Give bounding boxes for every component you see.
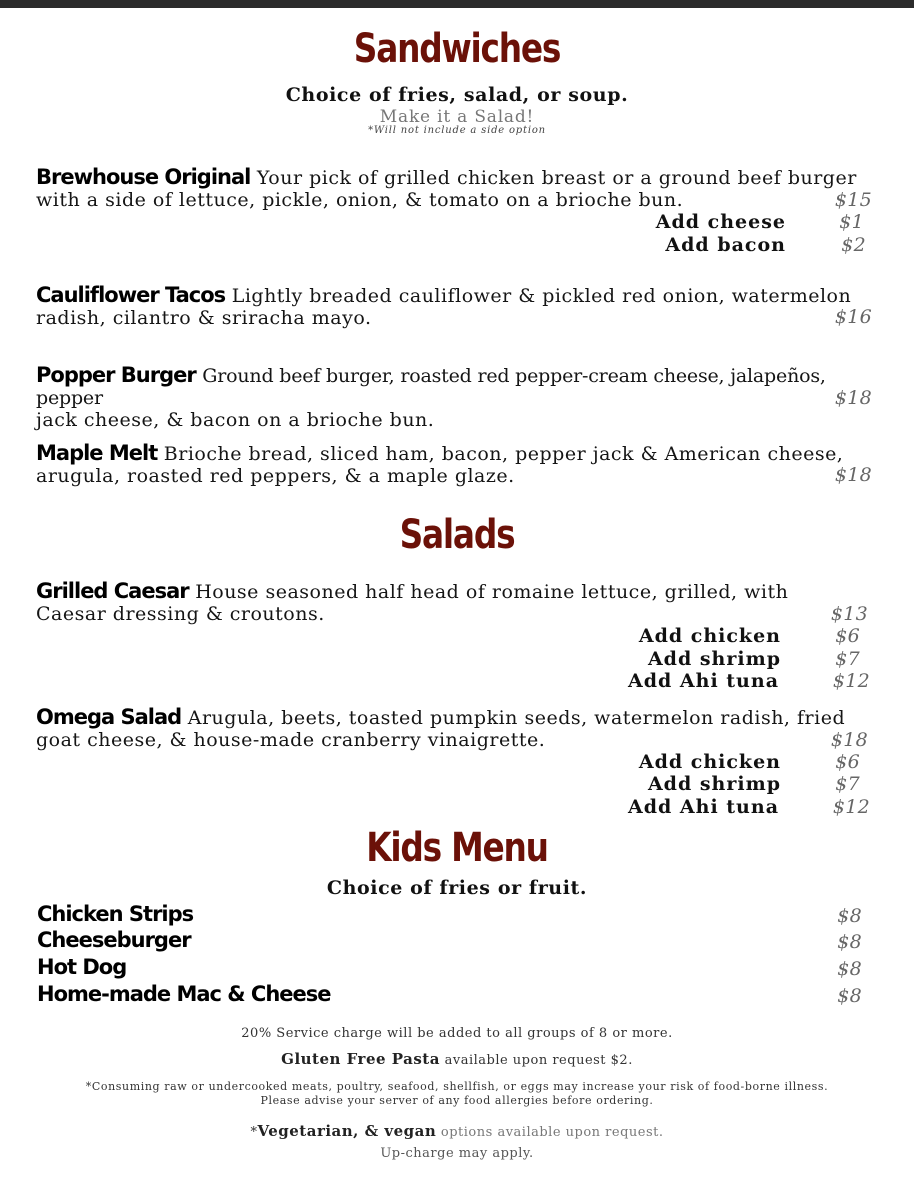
item-price: $18 <box>830 729 868 751</box>
kids-item-price: $8 <box>837 905 862 927</box>
addon-label: Add bacon <box>665 234 786 256</box>
gluten-free-label: Gluten Free Pasta <box>281 1050 440 1068</box>
upcharge-note: Up-charge may apply. <box>380 1146 534 1161</box>
item-price: $13 <box>830 603 868 625</box>
item-price: $18 <box>834 464 872 486</box>
service-charge-note: 20% Service charge will be added to all groups of 8 or more. <box>241 1026 673 1041</box>
sandwiches-title: Sandwiches <box>353 26 561 72</box>
addon-price: $7 <box>835 773 860 795</box>
item-description-line1: Arugula, beets, toasted pumpkin seeds, watermelon radish, fried <box>187 707 846 729</box>
kids-item-name: Cheeseburger <box>37 928 191 952</box>
kids-item-name: Home-made Mac & Cheese <box>37 982 331 1006</box>
kids-menu-title: Kids Menu <box>366 825 548 871</box>
salads-title: Salads <box>399 512 515 558</box>
kids-item-price: $8 <box>837 985 862 1007</box>
item-name: Cauliflower Tacos <box>36 283 226 307</box>
addon-price: $2 <box>841 234 866 256</box>
gluten-free-note <box>0 1050 914 1068</box>
menu-item-grilled-caesar <box>36 580 870 625</box>
vegetarian-note <box>0 1122 914 1140</box>
menu-item-popper-burger <box>36 364 870 431</box>
item-name: Popper Burger <box>36 363 196 387</box>
item-description-line2: Caesar dressing & croutons. <box>36 603 325 625</box>
item-name: Brewhouse Original <box>36 165 251 189</box>
gluten-free-detail: available upon request $2. <box>444 1053 633 1068</box>
menu-item-maple-melt <box>36 442 870 487</box>
addon-price: $12 <box>832 796 870 818</box>
vegetarian-asterisk: * <box>250 1125 258 1140</box>
item-name: Omega Salad <box>36 705 182 729</box>
addon-price: $1 <box>839 211 864 233</box>
addon-label: Add chicken <box>638 751 781 773</box>
item-description-line2: with a side of lettuce, pickle, onion, & tomato on a brioche bun. <box>36 189 684 211</box>
item-description-line1: Ground beef burger, roasted red pepper-cream cheese, jalapeños, pepper <box>36 365 826 409</box>
kids-item-price: $8 <box>837 931 862 953</box>
kids-menu-subtitle: Choice of fries or fruit. <box>326 877 588 899</box>
salad-option-note: *Will not include a side option <box>368 125 546 136</box>
sandwiches-subtitle: Choice of fries, salad, or soup. <box>285 84 629 106</box>
menu-item-omega-salad <box>36 706 870 751</box>
addon-label: Add shrimp <box>647 773 781 795</box>
vegetarian-detail: options available upon request. <box>440 1125 664 1140</box>
addon-price: $7 <box>835 648 860 670</box>
addon-label: Add Ahi tuna <box>627 670 779 692</box>
item-description-line2: goat cheese, & house-made cranberry vinaigrette. <box>36 729 546 751</box>
food-warning-line1: *Consuming raw or undercooked meats, poultry, seafood, shellfish, or eggs may increase your risk of food-borne illness. <box>85 1080 829 1093</box>
salad-option-text: Make it a Salad! <box>379 107 535 127</box>
item-price: $18 <box>834 387 872 409</box>
menu-item-cauliflower-tacos <box>36 284 870 329</box>
addon-label: Add cheese <box>655 211 786 233</box>
item-description-line2: jack cheese, & bacon on a brioche bun. <box>36 409 435 431</box>
item-name: Grilled Caesar <box>36 579 189 603</box>
item-description-line1: House seasoned half head of romaine lettuce, grilled, with <box>195 581 789 603</box>
addon-price: $12 <box>832 670 870 692</box>
addon-price: $6 <box>835 625 860 647</box>
food-warning-line2: Please advise your server of any food allergies before ordering. <box>260 1094 654 1107</box>
kids-item-price: $8 <box>837 958 862 980</box>
item-price: $15 <box>834 189 872 211</box>
kids-item-name: Hot Dog <box>37 955 127 979</box>
item-description-line2: radish, cilantro & sriracha mayo. <box>36 307 372 329</box>
kids-item-name: Chicken Strips <box>37 902 194 926</box>
item-name: Maple Melt <box>36 441 158 465</box>
menu-item-brewhouse-original <box>36 166 870 211</box>
addon-price: $6 <box>835 751 860 773</box>
addon-label: Add Ahi tuna <box>627 796 779 818</box>
item-description-line1: Lightly breaded cauliflower & pickled red onion, watermelon <box>231 285 852 307</box>
item-description-line1: Brioche bread, sliced ham, bacon, pepper jack & American cheese, <box>163 443 844 465</box>
item-description-line1: Your pick of grilled chicken breast or a ground beef burger <box>256 167 857 189</box>
vegetarian-label: Vegetarian, & vegan <box>257 1122 437 1140</box>
item-description-line2: arugula, roasted red peppers, & a maple glaze. <box>36 465 515 487</box>
addon-label: Add shrimp <box>647 648 781 670</box>
item-price: $16 <box>834 306 872 328</box>
addon-label: Add chicken <box>638 625 781 647</box>
